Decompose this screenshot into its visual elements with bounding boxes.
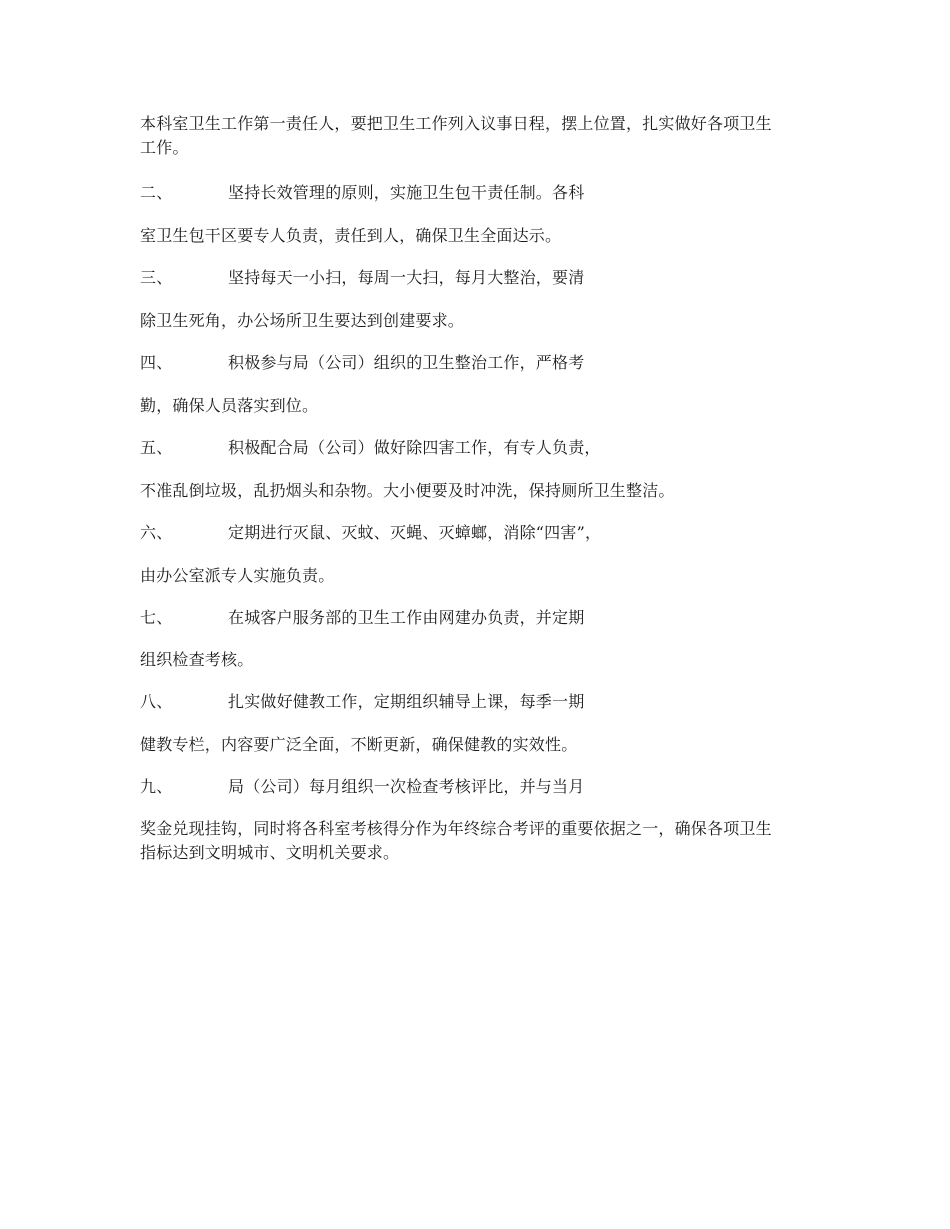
item-4-continuation: 勤，确保人员落实到位。 — [140, 396, 319, 415]
item-5-heading — [140, 436, 820, 460]
item-2-first-line: 坚持长效管理的原则，实施卫生包干责任制。各科 — [228, 183, 585, 202]
item-3-number: 三、 — [140, 268, 173, 287]
item-8-heading — [140, 690, 820, 714]
item-6-heading — [140, 521, 820, 545]
item-8-first-line: 扎实做好健教工作，定期组织辅导上课，每季一期 — [228, 692, 585, 711]
item-2-continuation: 室卫生包干区要专人负责，责任到人，确保卫生全面达示。 — [140, 226, 562, 245]
item-5-number: 五、 — [140, 438, 173, 457]
item-8-number: 八、 — [140, 692, 173, 711]
intro-line-1: 本科室卫生工作第一责任人，要把卫生工作列入议事日程，摆上位置，扎实做好各项卫生 — [140, 114, 772, 133]
item-7-continuation: 组织检查考核。 — [140, 650, 254, 669]
item-7-heading — [140, 606, 820, 630]
item-4-number: 四、 — [140, 353, 173, 372]
item-3-heading — [140, 266, 820, 290]
item-8-continuation: 健教专栏，内容要广泛全面，不断更新，确保健教的实效性。 — [140, 735, 578, 754]
item-9-continuation — [140, 817, 820, 865]
item-9-continuation-line-1: 奖金兑现挂钩，同时将各科室考核得分作为年终综合考评的重要依据之一，确保各项卫生 — [140, 819, 772, 838]
item-7-number: 七、 — [140, 608, 173, 627]
item-9-number: 九、 — [140, 777, 173, 796]
item-3-continuation: 除卫生死角，办公场所卫生要达到创建要求。 — [140, 311, 465, 330]
item-5-first-line: 积极配合局（公司）做好除四害工作，有专人负责， — [228, 438, 601, 457]
item-4-heading — [140, 351, 820, 375]
item-6-first-line: 定期进行灭鼠、灭蚊、灭蝇、灭蟑螂，消除“四害”， — [228, 523, 602, 542]
item-3-first-line: 坚持每天一小扫，每周一大扫，每月大整治，要清 — [228, 268, 585, 287]
item-2-heading — [140, 181, 820, 205]
item-5-continuation: 不准乱倒垃圾，乱扔烟头和杂物。大小便要及时冲洗，保持厕所卫生整洁。 — [140, 481, 675, 500]
item-9-continuation-line-2: 指标达到文明城市、文明机关要求。 — [140, 843, 400, 862]
item-7-first-line: 在城客户服务部的卫生工作由网建办负责，并定期 — [228, 608, 585, 627]
item-9-first-line: 局（公司）每月组织一次检查考核评比，并与当月 — [228, 777, 585, 796]
item-2-number: 二、 — [140, 183, 173, 202]
intro-line-2: 工作。 — [140, 138, 189, 157]
item-4-first-line: 积极参与局（公司）组织的卫生整治工作，严格考 — [228, 353, 585, 372]
item-9-heading — [140, 775, 820, 799]
item-6-number: 六、 — [140, 523, 173, 542]
item-6-continuation: 由办公室派专人实施负责。 — [140, 566, 335, 585]
intro-paragraph — [140, 112, 820, 160]
